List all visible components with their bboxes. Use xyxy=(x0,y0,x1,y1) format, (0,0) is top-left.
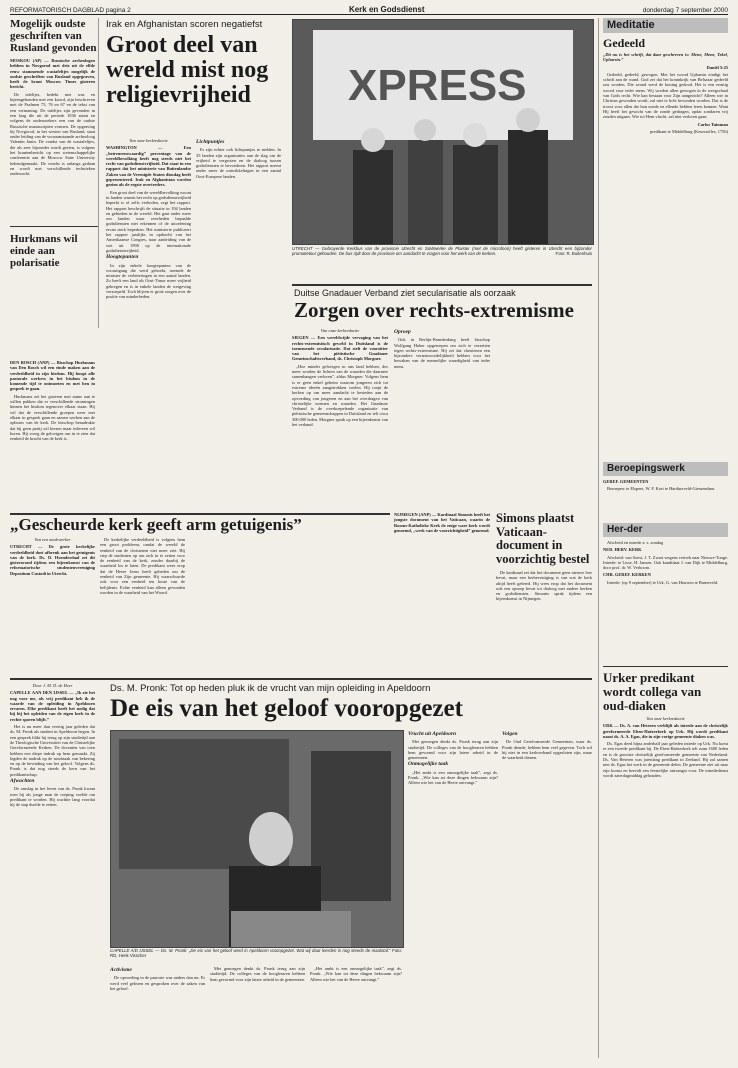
story-church-dateline: UTRECHT xyxy=(10,544,32,550)
page-header xyxy=(10,2,728,15)
divider xyxy=(10,678,592,680)
story-novgorod-dateline: MOSKOU (AP) xyxy=(10,58,42,63)
left-column xyxy=(10,18,99,328)
divider xyxy=(10,226,98,227)
story-hurkmans-lead: — Bisschop Hurkmans van Den Bosch wil een einde maken aan de verdeeldheid in zijn bisdom. Hij hoopt alle pastorale werkers in het bisdom in de komende tijd te ontmoeten en met hen in gesprek te gaan. xyxy=(10,360,95,392)
meditatie-quote: „Dit nu is het schrift, dat daar geschreven is: Mene, Mene, Tekel, Upharsin.” xyxy=(603,52,728,63)
story-simonis-col2 xyxy=(496,570,592,665)
divider xyxy=(292,284,592,286)
story-urk-text: Ds. Egas deed bijna anderhalf jaar geleden intrede op Urk. Nu komt er een tweede predikant bij. De Eben-Haëzerkerk telt ruim 1600 leden en is de grootste christelijk gereformeerde gemeente van Nederland. Ds. Van Heteren was jarenlang predikant in Zeeland. Hij zal samen met ds. Egas het werk in de gemeente delen. De gemeente ziet uit naar zijn komst en bereidt een feestelijke ontvangst voor. De intrededienst wordt zaterdagmiddag gehouden. xyxy=(603,741,728,778)
story-church-text: De kerkelijke verdeeldheid is volgens hem een groot probleem, omdat de wereld de eenheid van de christenen niet meer ziet. Hij riep de studenten op om zich in te zetten voor de eenheid van de kerk, zonder daarbij de waarheid los te laten. De predikant wees erop dat de Heere Jezus heeft gebeden om de eenheid van Zijn gemeente. Hij waarschuwde ook voor een eenheid ten koste van de belijdenis. Echte eenheid kan alleen gevonden worden in de waarheid van het Woord. xyxy=(100,537,185,595)
meditatie-ref: Daniël 5:25 xyxy=(706,64,728,70)
story-pronk-text8: De Oud Gereformeerde Gemeenten, waar ds. Pronk diende, hebben hem veel gegeven. Toch wil hij niet in een kerkverband opgesloten zijn, maar de waarheid dienen. xyxy=(502,739,592,761)
divider xyxy=(603,666,728,667)
story-pronk-col4 xyxy=(310,966,402,1056)
story-pronk-text2: De omslag in het leven van ds. Pronk kwam toen hij als jonge man de roeping voelde om predikant te worden. Hij wachtte lang voordat hij de stap durfde te zetten. xyxy=(10,786,95,808)
story-novgorod-title: Mogelijk oudste geschriften van Rusland gevonden xyxy=(10,18,97,54)
story-pronk-col5 xyxy=(408,730,498,1055)
story-pronk-byline: Door J. M. D. de Heer xyxy=(32,683,73,688)
story-pronk-dateline: CAPELLE AAN DEN IJSSEL xyxy=(10,690,68,696)
story-extremism-text: „Hoe minder gelovigen in ons land hebben, des meer worden de lichten van de waarden die daarmee samenhangen verloren”, aldus Morgner. Volgens hem is er geen enkel geheim waarom jongeren zich tot extreme ideeën aangetrokken voelen. Hij roept de kerken op om meer aandacht te besteden aan de opvoeding van jongeren en aan het overdragen van christelijke normen en waarden. Het Gnadauer Verband is de overkoepelende organisatie van piëtistische gemeenschappen in Duitsland en telt circa 300.000 leden. Morgner sprak op een bijeenkomst van het verband. xyxy=(292,363,388,428)
header-date: donderdag 7 september 2000 xyxy=(642,7,728,14)
story-pronk-subhead3: Vrucht uit Apeldoorn xyxy=(408,731,457,737)
story-pronk-kicker: Ds. M. Pronk: Tot op heden pluk ik de vrucht van mijn opleiding in Apeldoorn xyxy=(110,683,431,694)
story-church-col1 xyxy=(10,537,95,677)
story-pronk-subhead5: Volgen xyxy=(502,731,518,737)
story-freedom-dateline: WASHINGTON xyxy=(106,145,137,151)
story-pronk-text4: Met genoegen denkt ds. Pronk terug aan zijn studietijd. De colleges van de hoogleraren hebben hem gevormd voor zijn latere arbeid in de gemeenten. xyxy=(210,966,305,982)
photo-pronk-credit: Foto: RD, Henk Visscher xyxy=(110,948,402,958)
story-extremism-lead: — Een wereldwijde vervaging van het rechts-extremistisch geweld in Duitsland is de toenemende secularisatie. Dat stelt de voorzitter van het piëtistische Gnadauer Gemeinschaftsverband, ds. Christoph Morgner. xyxy=(292,335,388,362)
story-extremism-byline: Van onze kerkredactie xyxy=(320,328,360,333)
story-simonis-title: Simons plaatst Vaticaan-document in voorzichtig bestel xyxy=(496,511,590,566)
story-novgorod-lead: — Russische archeologen hebben in Novgorod met drie uit de elfde eeuw stammende wastafeltjes mogelijk de oudste geschriften van Rusland opgegraven, heeft de krant Moscow Times gisteren bericht. xyxy=(10,58,95,90)
story-pronk-text6: Met genoegen denkt ds. Pronk terug aan zijn studietijd. De colleges van de hoogleraren hebben hem gevormd voor zijn latere arbeid in de gemeenten. xyxy=(408,739,498,761)
story-extremism-subhead: Oproep xyxy=(394,329,411,335)
story-pronk-lead: — „Ik zie het nog voor me, als vrij predikant heb ik de waarde van de opleiding in Apeldoorn ervaren. Elke predikant heeft het nodig dat hij bij het opleiden van de eigen kerk in de rechte sporen blijft.” xyxy=(10,690,95,722)
story-extremism-col2 xyxy=(394,328,490,500)
header-section: Kerk en Godsdienst xyxy=(348,5,425,14)
story-urk-lead: — Ds. A. van Heteren verblijft als intrede aan de christelijk gereformeerde Eben-Haëzerkerk op Urk. Hij wordt predikant naast ds. A. A. Egas, die in zijn vorige gemeente diaken was. xyxy=(603,723,728,739)
story-church-lead: — De grote kerkelijke verdeeldheid doet afbreuk aan het getuigenis van de kerk. Ds. D. Hoenderdaal zei dit gisteravond tijdens een bijeenkomst van de reformatorische studentenvereniging Depositum Custodi in Utrecht. xyxy=(10,544,95,576)
story-simonis-text: De kardinaal zei dat het document geen nieuwe leer bevat, maar een herbevestiging is van wat de kerk altijd heeft geleerd. Hij wees erop dat het document ook een oproep bevat tot dialoog met andere kerken en godsdiensten. Simonis sprak tijdens een bijeenkomst in Nijmegen. xyxy=(496,570,592,602)
story-simonis-lead: — Kardinaal Simonis heeft het jongste document van het Vaticaan, waarin de Rooms-Katholieke Kerk de enige ware kerk wordt genoemd, „werk van de voorzichtigheid” genoemd. xyxy=(394,512,490,533)
story-pronk-col3 xyxy=(210,966,305,1056)
story-extremism-dateline: SIEGEN xyxy=(292,335,309,341)
story-pronk-col1 xyxy=(10,683,95,1053)
herder-org1: NED. HERV. KERK xyxy=(603,547,642,553)
story-hurkmans-body xyxy=(10,360,95,520)
story-hurkmans-title: Hurkmans wil einde aan polarisatie xyxy=(10,233,78,269)
photo-bus-banner: XPRESS xyxy=(348,61,527,110)
story-church-col2 xyxy=(100,537,185,677)
story-freedom-byline: Van onze kerkredactie xyxy=(129,138,168,143)
photo-bus-caption xyxy=(292,246,592,282)
story-simonis-dateline: NIJMEGEN (ANP) xyxy=(394,512,431,517)
meditatie-author: Carlos Tuinman xyxy=(697,121,728,127)
meditatie-author-role: predikant te Middelburg (Keurstoffes, 1756) xyxy=(650,128,728,134)
story-pronk-col6 xyxy=(502,730,592,1055)
story-novgorod-body xyxy=(10,58,98,218)
story-freedom-title: Groot deel van wereld mist nog religievrijheid xyxy=(106,32,269,108)
photo-pronk-caption-text: CAPELLE A/D IJSSEL — Ds. M. Pronk: „De eis van het geloof werd in Apeldoorn vooropgezet. Wat wij daar leerden is nog steeds de maatstaf.” xyxy=(110,948,391,953)
photo-bus-caption-text: UTRECHT — Gebrayerde Kerkbus van de provincie Utrecht en SoWwerke de Plaister (met de microfoon) heeft gisteren in Utrecht een bijzonder promotietour gehouden. De bus rijdt door de provincie om aandacht te vragen voor het werk van de kerken. xyxy=(292,246,592,256)
beroep-org: GEREF. GEMEENTEN xyxy=(603,479,649,484)
herder-intro: Afscheid en intrede a. s. zondag xyxy=(607,540,664,545)
story-urk-byline: Van onze kerkredactie xyxy=(646,716,685,721)
meditatie-header: Meditatie xyxy=(603,18,728,33)
story-novgorod-text: De tafeltjes, bedekt met was en bijeengebonden met een koord, zijn beschreven met de Psalmen 75, 76 en 67 en de tekst van een vermaning. De tafeltjes zijn gevonden in een laag die uit de periode 1036 stamt en volgens de onderzoekers een van de oudste Russische manuscripten vormen. De opgraving bij Novgorod, in het westen van Rusland, staat onder leiding van de vooraanstaande archeoloog Valentin Janin. De vondst van de wastafeltjes, die als zeer bijzonder wordt gezien, is volgens het krantenbericht op een wetenschappelijke conferentie aan de Moscow State University bekendgemaakt. De vondst is onlangs gedaan en wordt met verschillende technieken onderzocht. xyxy=(10,91,95,177)
story-pronk-text5: „Het ambt is een onmogelijke taak”, zegt ds. Pronk. „Wie kan tot deze dingen bekwaam zijn? Alleen wie het van de Heere ontvangt.” xyxy=(310,966,402,982)
meditatie-body xyxy=(603,52,728,454)
meditatie-title: Gedeeld xyxy=(603,36,645,50)
story-urk-title: Urker predikant wordt collega van oud-diaken xyxy=(603,670,702,713)
photo-bus-credit: Foto: R. Buitenhuis xyxy=(555,251,592,256)
story-pronk-title: De eis van het geloof vooropgezet xyxy=(110,695,463,722)
story-pronk-text3: De opvoeding in de pastorie was anders dan nu. Er werd veel gelezen en gesproken over de zaken van het geloof. xyxy=(110,975,205,991)
story-simonis-col1 xyxy=(394,512,490,632)
story-pronk-subhead4: Onmogelijke taak xyxy=(408,761,449,768)
photo-pronk-caption xyxy=(110,948,402,962)
story-freedom-col2 xyxy=(196,138,281,348)
beroep-text: Beroepen: te Elspeet, W. F. Kort te Hardinxveld-Giessendam. xyxy=(607,486,716,492)
story-extremism-kicker: Duitse Gnadauer Verband ziet secularisatie als oorzaak xyxy=(294,288,516,298)
story-pronk-subhead1: Afwachten xyxy=(10,778,35,785)
story-hurkmans-dateline: DEN BOSCH (ANP) xyxy=(10,360,50,365)
story-freedom-col1 xyxy=(106,138,191,510)
photo-bus-image xyxy=(293,20,593,244)
story-freedom-lead: — Een „betreurenswaardig” percentage van de wereldbevolking heeft nog steeds niet het recht van godsdienstvrijheid. Dat staat in een rapport dat het ministerie van Buitenlandse Zaken van de Verenigde Staten dinsdag heeft gepresenteerd. Irak en Afghanistan worden gezien als de ergste overtreders. xyxy=(106,145,191,188)
story-extremism-title: Zorgen over rechts-extremisme xyxy=(294,298,574,322)
story-pronk-col2 xyxy=(110,966,205,1056)
story-urk-body xyxy=(603,716,728,1016)
story-pronk-text: Het is nu meer dan veertig jaar geleden dat ds. M. Pronk als student in Apeldoorn begon. In een gesprek blikt hij terug op zijn studietijd aan de Theologische Universiteit van de Christelijke Gereformeerde Kerken. De docenten van toen hebben een diepe indruk op hem gemaakt. Zij legden de nadruk op de noodzaak van bekering en op de bevinding van het geloof. Volgens ds. Pronk is dat nog steeds de kern van het predikantschap. xyxy=(10,724,95,777)
story-extremism-text2: Ook in Berlijn-Brandenburg heeft bisschop Wolfgang Huber opgeroepen om zich te verzetten tegen rechts-extremisme. Hij zei dat christenen een bijzondere verantwoordelijkheid hebben voor het bewaken van de menselijke waardigheid van ieder mens. xyxy=(394,337,490,369)
right-sidebar xyxy=(598,18,728,1058)
story-freedom-text3: Er zijn echter ook lichtpuntjes te melden. In 35 landen zijn organisaties aan de slag om de vrijheid te vergroten en de dialoog tussen godsdiensten te bevorderen. Het rapport noemt onder meer de ontwikkelingen in een aantal Oost-Europese landen. xyxy=(196,147,281,179)
story-freedom-text2: In zijn enkele hoogtepunten van de vooruitgang die werd geboekt, noemde de minister de verbeteringen in een aantal landen. Zo heeft een land als Oost-Timor meer vrijheid gekregen en is in enkele landen de wetgeving versoepeld. Toch blijven er grote zorgen over de positie van minderheden. xyxy=(106,262,191,300)
story-church-title: „Gescheurde kerk geeft arm getuigenis” xyxy=(10,515,302,534)
header-paper: REFORMATORISCH DAGBLAD pagina 2 xyxy=(10,7,131,14)
beroep-body xyxy=(603,479,728,519)
beroep-header: Beroepingswerk xyxy=(603,462,728,476)
herder-header: Her-der xyxy=(603,523,728,537)
herder-body xyxy=(603,540,728,660)
story-pronk-subhead2: Activisme xyxy=(110,967,132,973)
photo-bus xyxy=(292,19,594,245)
herder-org2: CHR. GEREF. KERKEN xyxy=(603,572,651,578)
herder-text1: Afscheid: van Soest, J. T. Zwart wegens vertrek naar Nieuwe-Tonge. Intrede: te Lisse, H. Jansen. Ook kandidaat J. van Dijk te Middelburg, door prof. dr. W. Verboom. xyxy=(603,554,728,571)
story-freedom-kicker: Irak en Afghanistan scoren negatiefst xyxy=(106,19,263,30)
story-freedom-subhead1: Hoogtepunten xyxy=(106,254,139,261)
story-freedom-subhead2: Lichtpuntjes xyxy=(196,139,225,145)
photo-pronk xyxy=(110,730,404,948)
story-church-byline: Van een medewerker xyxy=(34,537,71,542)
meditatie-text: Gedeeld, gedeeld, gewogen. Met het woord Upharsin eindigt het schrift aan de wand. God zei dat het koninkrijk van Belsazar gedeeld zou worden. Die avond werd de koning gedood. Het is een ernstig woord voor ieder mens. Wij worden allen gewogen in de weegschaal van Gods recht. Wie kan bestaan voor Zijn aangezicht? Alleen wie in Christus gevonden wordt, zal niet te licht bevonden worden. Dat is de troost voor allen die hun zonde en ellende hebben leren kennen. Want Hij heeft het gewicht van de zonde gedragen, opdat zondaren vrij zouden uitgaan. Wie tot Hem vlucht, zal niet verloren gaan. xyxy=(603,71,728,120)
story-urk-dateline: URK xyxy=(603,723,613,729)
photo-pronk-image xyxy=(111,731,403,947)
herder-text2: Intrede: (op 9 september) te Urk, G. van Houwen te Barneveld. xyxy=(607,579,719,585)
story-hurkmans-text: Hurkmans zei het gisteren met name aan te willen pakken dat er verschillende stromingen binnen het bisdom tegenover elkaar staan. Hij wil dat de verschillende groepen weer met elkaar in gesprek gaan en samen werken aan de opbouw van de kerk. De bisschop benadrukte dat hij geen partij wil kiezen maar iedereen wil horen. Hij vroeg de gelovigen om in te zien dat eenheid de kracht van de kerk is. xyxy=(10,393,95,442)
story-pronk-text7: „Het ambt is een onmogelijke taak”, zegt ds. Pronk. „Wie kan tot deze dingen bekwaam zijn? Alleen wie het van de Heere ontvangt.” xyxy=(408,769,498,786)
story-extremism-col1 xyxy=(292,328,388,500)
story-freedom-text: Een groot deel van de wereldbevolking woont in landen waarin het recht op godsdienstvrijheid beperkt is of zelfs verboden, zegt het rapport. Het rapport beschrijft de situatie in 194 landen en gebieden in de wereld. Het gaat onder meer om landen waar overheden bepaalde godsdiensten niet erkennen of de uitoefening ervan sterk beperken. Het ministerie publiceert het rapport jaarlijks in opdracht van het Amerikaanse Congres, naar aanleiding van de wet uit 1998 op de internationale godsdienstvrijheid. xyxy=(106,189,191,253)
